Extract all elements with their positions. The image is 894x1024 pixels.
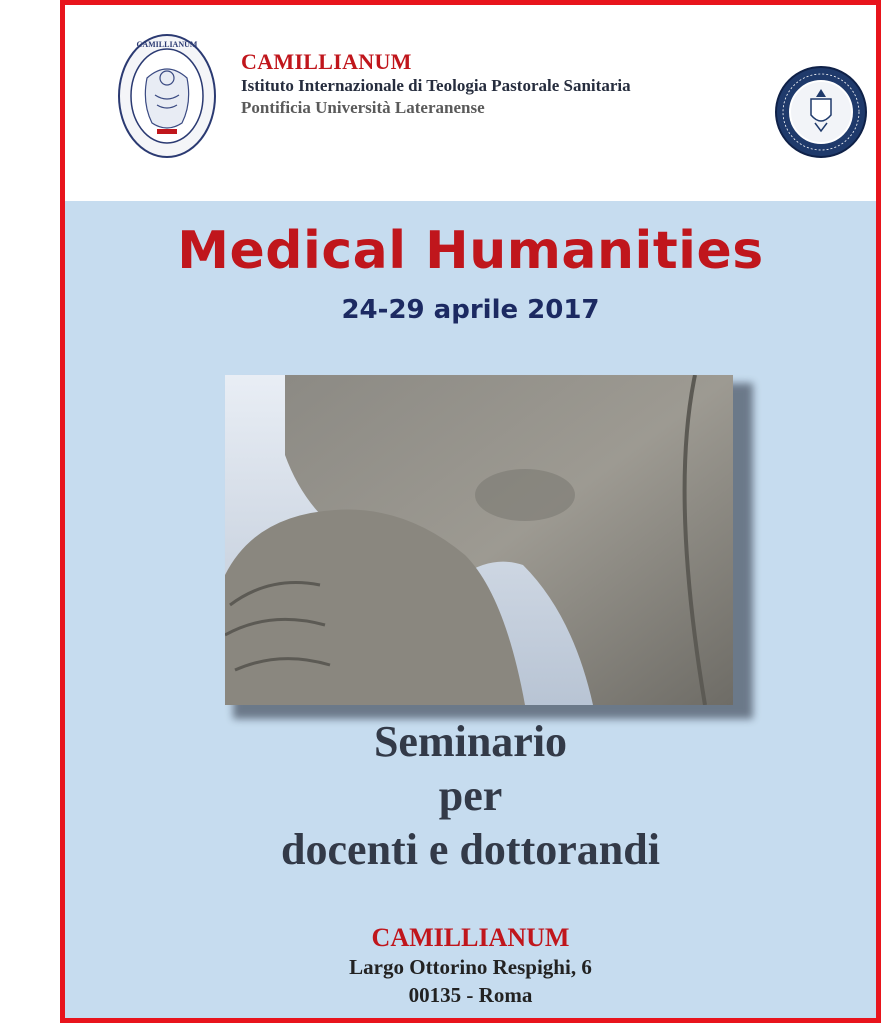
stone-statue-praying-icon bbox=[225, 375, 733, 705]
org-name: CAMILLIANUM bbox=[241, 49, 412, 74]
svg-text:CAMILLIANUM: CAMILLIANUM bbox=[136, 40, 198, 49]
university-name: Pontificia Università Lateranense bbox=[241, 98, 485, 117]
event-title: Medical Humanities bbox=[177, 221, 764, 281]
footer-org-name: CAMILLIANUM bbox=[371, 923, 570, 952]
lateran-university-seal-icon bbox=[774, 65, 868, 159]
seminar-line-2: per bbox=[438, 771, 503, 820]
institute-name: Istituto Internazionale di Teologia Pastorale Sanitaria bbox=[241, 76, 631, 95]
address-line-2: 00135 - Roma bbox=[408, 983, 533, 1007]
seminar-line-3: docenti e dottorandi bbox=[281, 825, 660, 874]
seminar-line-1: Seminario bbox=[373, 717, 568, 766]
poster-header bbox=[65, 5, 876, 201]
poster-footer bbox=[65, 923, 876, 1009]
statue-photo bbox=[225, 375, 733, 705]
address-line-1: Largo Ottorino Respighi, 6 bbox=[349, 955, 592, 979]
header-organization bbox=[241, 49, 631, 119]
event-dates: 24-29 aprile 2017 bbox=[341, 295, 600, 325]
camillianum-seal-icon bbox=[117, 33, 217, 159]
seminar-description bbox=[65, 715, 876, 877]
poster-frame bbox=[60, 0, 881, 1023]
